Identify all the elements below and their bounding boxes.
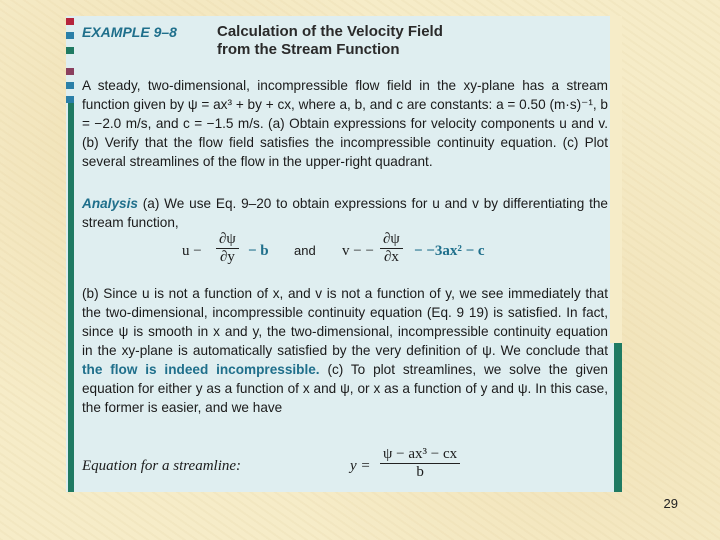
example-title-line-1: Calculation of the Velocity Field [217,23,443,40]
deco-square-blue-2 [66,82,74,89]
part-c-text: (c) To plot streamlines, we solve the given equation for either y as a function of x and ψ, or x as a function of y and ψ. In this case, the former is easier, and we have [82,362,608,415]
deco-square-green [66,47,74,54]
deco-square-red [66,18,74,25]
example-panel [66,16,622,492]
example-header [82,16,608,68]
streamline-numerator: ψ − ax³ − cx [380,446,460,464]
v-denominator: ∂x [383,249,399,265]
example-label: EXAMPLE 9–8 [82,24,177,40]
v-lhs: v − − [342,243,374,259]
part-b-text: (b) Since u is not a function of x, and v is not a function of y, we see immediately that the two-dimensional, incompressible continuity equation (Eq. 9 19) is satisfied. In fact, since ψ is smooth in x and y, the two-dimensional, incompressible continuity equation in the xy-plane is automatically satisfied by the very definition of ψ. We conclude that [82,286,608,358]
panel-notch [610,16,622,343]
page-number: 29 [663,496,678,511]
panel-left-bar [68,102,74,492]
problem-statement: A steady, two-dimensional, incompressible flow field in the xy-plane has a stream function given by ψ = ax³ + by + cx, where a, b, and c are constants: a = 0.50 (m·s)⁻¹, b = −2.0 m/s, and c = −1.5 m/s. (a) Obtain expressions for velocity components u and v. (b) Verify that the flow field satisfies the incompressible continuity equation. (c) Plot several streamlines of the flow in the upper-right quadrant. [82,78,608,169]
u-numerator: ∂ψ [216,231,239,249]
part-b-paragraph [82,284,608,417]
panel-right-bar [614,343,622,492]
u-denominator: ∂y [219,249,235,265]
velocity-equations [182,231,602,279]
v-numerator: ∂ψ [380,231,403,249]
analysis-heading: Analysis [82,196,138,211]
streamline-lhs: y = [350,458,371,474]
u-fraction [216,231,239,266]
analysis-text: (a) We use Eq. 9–20 to obtain expressions for u and v by differentiating the stream function, [82,196,608,230]
streamline-label: Equation for a streamline: [82,458,242,474]
deco-square-blue-3 [66,96,74,103]
streamline-fraction [380,446,460,481]
example-content [82,16,608,480]
analysis-paragraph [82,194,608,232]
deco-square-maroon [66,68,74,75]
and-word: and [294,243,316,258]
v-fraction [380,231,403,266]
u-lhs: u − [182,243,202,259]
example-title [217,23,443,59]
deco-square-blue [66,32,74,39]
streamline-denominator: b [416,464,424,480]
u-rhs: − b [248,243,269,259]
conclusion-emphasis: the flow is indeed incompressible. [82,362,320,377]
streamline-equation [82,446,608,492]
v-rhs: − −3ax² − c [414,243,485,259]
example-title-line-2: from the Stream Function [217,41,400,58]
